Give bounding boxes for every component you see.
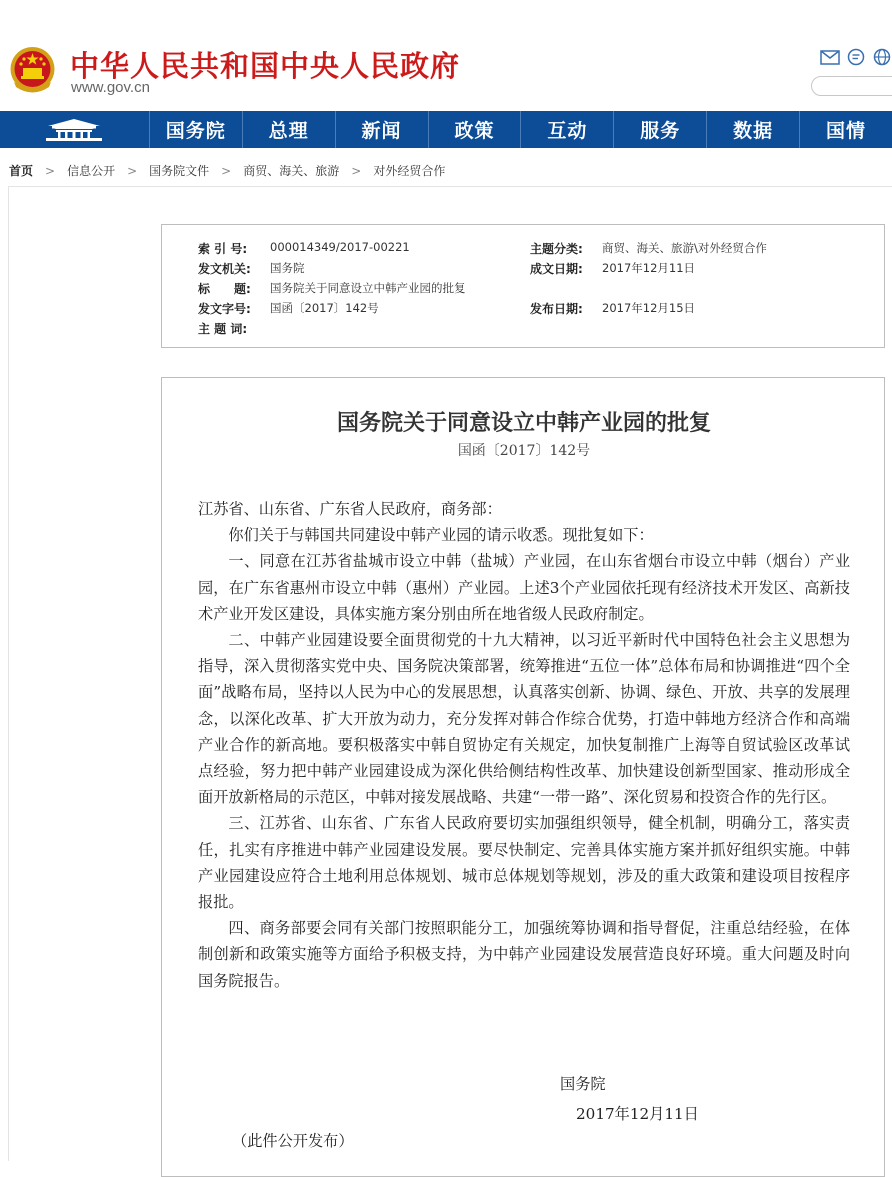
meta-index-row — [198, 240, 410, 257]
meta-value: 国函〔2017〕142号 — [270, 301, 379, 315]
top-icons — [820, 48, 892, 66]
meta-label: 主 题 词: — [198, 322, 248, 336]
content-frame-edge — [8, 186, 9, 1161]
meta-value: 2017年12月11日 — [602, 261, 696, 275]
meta-title-row — [198, 280, 466, 297]
document-paragraph: 二、中韩产业园建设要全面贯彻党的十九大精神，以习近平新时代中国特色社会主义思想为指导，深入贯彻落实党中央、国务院决策部署，统筹推进“五位一体”总体布局和协调推进“四个全面”战略布局，坚持以人民为中心的发展思想，认真落实创新、协调、绿色、开放、共享的发展理念，以深化改革、扩大开放为动力，充分发挥对韩合作综合优势，打造中韩地方经济合作和高端产业合作的新高地。要积极落实中韩自贸协定有关规定，加快复制推广上海等自贸试验区改革试点经验，努力把中韩产业园建设成为深化供给侧结构性改革、加快建设创新型国家、推动形成全面开放新格局的示范区，中韩对接发展战略、共建“一带一路”、深化贸易和投资合作的先行区。 — [198, 631, 850, 807]
meta-publish-date-row — [530, 300, 695, 317]
document-paragraph: 你们关于与韩国共同建设中韩产业园的请示收悉。现批复如下： — [228, 526, 654, 545]
site-url[interactable]: www.gov.cn — [71, 79, 150, 96]
main-nav — [0, 111, 892, 148]
nav-home-gate-icon[interactable] — [0, 111, 150, 148]
chevron-right-icon: > — [351, 163, 362, 178]
breadcrumb-item[interactable]: 对外经贸合作 — [373, 164, 446, 178]
meta-value: 000014349/2017-00221 — [270, 240, 410, 254]
document-publish-note: （此件公开发布） — [232, 1132, 354, 1150]
document-addressee: 江苏省、山东省、广东省人民政府，商务部： — [198, 500, 502, 518]
meta-value: 2017年12月15日 — [602, 301, 696, 315]
document-number: 国函〔2017〕142号 — [457, 443, 591, 459]
meta-value: 商贸、海关、旅游\对外经贸合作 — [602, 241, 767, 255]
meta-label: 主题分类: — [530, 242, 583, 256]
document-meta-box — [161, 224, 885, 348]
meta-value: 国务院关于同意设立中韩产业园的批复 — [270, 281, 466, 295]
document-paragraph: 三、江苏省、山东省、广东省人民政府要切实加强组织领导，健全机制，明确分工，落实责任，扎实有序推进中韩产业园建设发展。要尽快制定、完善具体实施方案并抓好组织实施。中韩产业园建设应符合土地利用总体规划、城市总体规划等规划，涉及的重大政策和建设项目按程序报批。 — [198, 814, 850, 912]
breadcrumb-item[interactable]: 信息公开 — [67, 164, 116, 178]
meta-label: 发布日期: — [530, 302, 583, 316]
nav-item-guoqing[interactable]: 国情 — [826, 120, 867, 142]
meta-issuer-row — [198, 260, 305, 277]
document-signer: 国务院 — [560, 1075, 606, 1093]
breadcrumb — [9, 162, 445, 179]
site-header — [0, 0, 892, 111]
meta-doc-no-row — [198, 300, 379, 317]
chevron-right-icon: > — [127, 163, 138, 178]
chevron-right-icon: > — [221, 163, 232, 178]
document-body — [161, 377, 885, 1177]
meta-date-written-row — [530, 260, 695, 277]
nav-item-shuju[interactable]: 数据 — [707, 111, 800, 148]
document-paragraph: 四、商务部要会同有关部门按照职能分工，加强统筹协调和指导督促，注重总结经验，在体制创新和政策实施等方面给予积极支持，为中韩产业园建设发展营造良好环境。重大问题及时向国务院报告。 — [198, 919, 850, 990]
mail-icon[interactable] — [820, 48, 840, 66]
meta-label: 发文字号: — [198, 302, 251, 316]
meta-value: 国务院 — [270, 261, 305, 275]
site-title[interactable]: 中华人民共和国中央人民政府 — [70, 49, 461, 83]
national-emblem-icon[interactable] — [9, 44, 56, 95]
meta-label: 发文机关: — [198, 262, 251, 276]
nav-item-xinwen[interactable]: 新闻 — [336, 111, 429, 148]
meta-label: 成文日期: — [530, 262, 583, 276]
document-text — [198, 496, 850, 994]
document-paragraph: 一、同意在江苏省盐城市设立中韩（盐城）产业园，在山东省烟台市设立中韩（烟台）产业园，在广东省惠州市设立中韩（惠州）产业园。上述3个产业园依托现有经济技术开发区、高新技术产业开发区建设，具体实施方案分别由所在地省级人民政府制定。 — [198, 552, 850, 623]
meta-category-row — [530, 240, 767, 257]
meta-label: 索 引 号: — [198, 242, 248, 256]
nav-item-hudong[interactable]: 互动 — [521, 111, 614, 148]
breadcrumb-item[interactable]: 国务院文件 — [149, 164, 210, 178]
chevron-right-icon: > — [45, 163, 56, 178]
meta-keywords-row — [198, 320, 270, 337]
nav-item-zongli[interactable]: 总理 — [243, 111, 336, 148]
globe-icon[interactable] — [872, 48, 892, 66]
search-input[interactable] — [811, 76, 892, 96]
document-sign-date: 2017年12月11日 — [576, 1105, 699, 1123]
meta-label: 标 题: — [198, 282, 251, 296]
content-divider — [8, 186, 892, 187]
document-title: 国务院关于同意设立中韩产业园的批复 — [336, 410, 711, 436]
nav-item-guowuyuan[interactable]: 国务院 — [150, 111, 243, 148]
nav-item-fuwu[interactable]: 服务 — [614, 111, 707, 148]
breadcrumb-home[interactable]: 首页 — [9, 164, 34, 178]
breadcrumb-item[interactable]: 商贸、海关、旅游 — [243, 164, 340, 178]
nav-item-zhengce[interactable]: 政策 — [429, 111, 522, 148]
chat-icon[interactable] — [846, 48, 866, 66]
